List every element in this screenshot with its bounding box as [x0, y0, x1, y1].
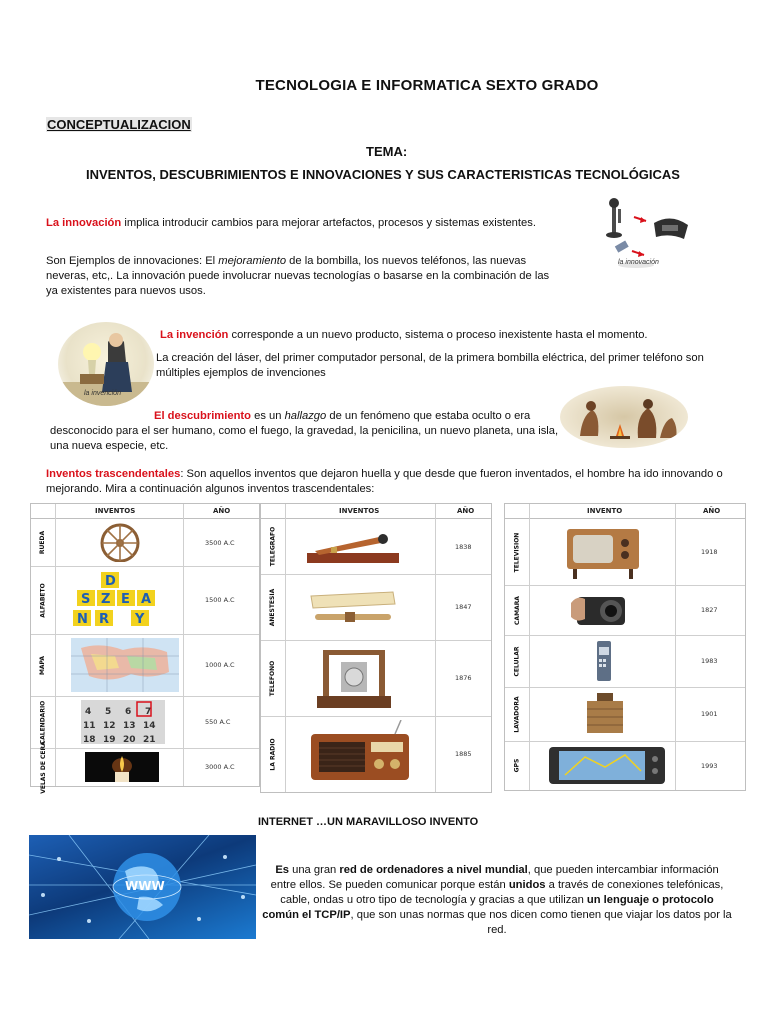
- descubrimiento-term: El descubrimiento: [154, 410, 251, 422]
- invention-name: TELEFONO: [269, 660, 277, 696]
- svg-text:Y: Y: [135, 612, 145, 627]
- internet-t3: a través de conexiones telefónicas, cable, ondas u otro tipo de tecnología y gracias a que utilizan: [280, 879, 724, 906]
- invention-name: TELEVISION: [513, 532, 521, 572]
- svg-text:E: E: [121, 592, 130, 607]
- innovacion-ex-italic: mejoramiento: [218, 255, 287, 267]
- internet-t4: , que son unas normas que nos dicen como tienen que viajar los datos por la red.: [350, 909, 732, 936]
- innovacion-examples: [46, 254, 550, 299]
- svg-text:R: R: [99, 612, 110, 627]
- invention-year: 1838: [455, 542, 472, 551]
- col-header-inventos: INVENTOS: [339, 507, 380, 515]
- internet-es: Es: [275, 864, 289, 876]
- invention-image-caption: la invención: [84, 390, 121, 397]
- invention-year: 1918: [701, 548, 718, 556]
- camera-icon: [567, 589, 639, 631]
- anesthesia-icon: [301, 578, 405, 636]
- invention-name: RUEDA: [39, 530, 47, 555]
- gps-icon: [545, 745, 669, 786]
- trascendentales-intro: [46, 467, 736, 497]
- internet-heading: INTERNET …UN MARAVILLOSO INVENTO: [258, 816, 479, 828]
- svg-text:6: 6: [125, 707, 132, 717]
- internet-t1: una gran: [289, 864, 340, 876]
- svg-text:13: 13: [123, 721, 136, 731]
- svg-text:D: D: [105, 574, 116, 589]
- internet-description: [262, 863, 732, 938]
- svg-text:19: 19: [103, 735, 116, 744]
- invention-year: 1876: [455, 674, 472, 682]
- invention-year: 1827: [701, 606, 718, 614]
- inventor-image: [58, 322, 154, 406]
- candle-icon: [85, 752, 159, 782]
- innovacion-ex-a: Son Ejemplos de innovaciones: El: [46, 255, 219, 267]
- cavemen-fire-image: [560, 386, 688, 448]
- invention-year: 1901: [701, 710, 718, 718]
- invention-name: MAPA: [39, 655, 47, 675]
- table-row: [261, 574, 491, 641]
- table-row: [261, 640, 491, 717]
- descubrimiento-def-b: de un fenómeno que estaba oculto o era desconocido para el ser humano, como el fuego, la gravedad, la penicilina, un nuevo planeta, una isla, una nueva especie, etc.: [50, 410, 559, 452]
- cellphone-icon: [589, 639, 619, 683]
- invention-name: VELAS DE CERA: [39, 740, 47, 794]
- inventions-table-group-3: [504, 503, 746, 791]
- innovation-image-caption: la innovación: [618, 259, 659, 266]
- svg-text:N: N: [77, 612, 88, 627]
- wheel-icon: [77, 523, 163, 562]
- invention-name: TELEGRAFO: [269, 526, 277, 567]
- radio-icon: [305, 720, 415, 788]
- table-row: [31, 740, 259, 794]
- svg-text:14: 14: [143, 721, 156, 731]
- svg-text:7: 7: [145, 707, 152, 717]
- table-row: [31, 696, 259, 749]
- innovation-phones-image: [596, 195, 696, 273]
- svg-text:11: 11: [83, 721, 96, 731]
- inventions-table-group-1: [30, 503, 260, 794]
- invention-year: 1000 A.C: [205, 661, 235, 669]
- inventions-table: [30, 503, 746, 793]
- col-header-ano: AÑO: [703, 507, 721, 515]
- col-header-invento: INVENTO: [587, 507, 623, 515]
- svg-text:S: S: [81, 592, 91, 607]
- table-row: [261, 716, 491, 792]
- svg-text:A: A: [141, 592, 152, 607]
- internet-b3: un lenguaje o protocolo común el TCP/IP: [262, 894, 714, 921]
- invencion-examples: La creación del láser, del primer computador personal, de la primera bombilla eléctrica, del primer teléfono son múltiples ejemplos de invenciones: [156, 352, 704, 379]
- table-row: [505, 687, 745, 742]
- invention-name: CELULAR: [513, 645, 521, 677]
- innovacion-term: La innovación: [46, 217, 122, 229]
- table-header: [505, 504, 745, 519]
- invention-year: 3500 A.C: [205, 538, 235, 547]
- invention-name: GPS: [513, 758, 521, 773]
- television-icon: [561, 523, 645, 581]
- invencion-def: corresponde a un nuevo producto, sistema o proceso inexistente hasta el momento.: [228, 329, 648, 341]
- invention-year: 550 A.C: [205, 718, 231, 726]
- innovacion-ex-b: de la bombilla, los nuevos teléfonos, las nuevas neveras, etc,. La innovación puede involucrar nuevas tecnologías o basarse en la combinación de las ya existentes para nuevos usos.: [46, 255, 550, 297]
- invention-name: CALENDARIO: [39, 700, 47, 744]
- calendar-icon: [81, 700, 165, 744]
- invention-year: 1847: [455, 603, 472, 611]
- invention-year: 1500 A.C: [205, 596, 235, 604]
- tema-label: TEMA:: [366, 144, 408, 159]
- invention-name: ALFABETO: [39, 582, 47, 618]
- svg-text:5: 5: [105, 707, 112, 717]
- table-row: [31, 634, 259, 697]
- invention-name: LA RADIO: [269, 737, 277, 771]
- descubrimiento-def-a: es un: [250, 410, 285, 422]
- invention-year: 1983: [701, 657, 718, 665]
- invention-name: LAVADORA: [513, 695, 521, 733]
- svg-text:18: 18: [83, 735, 96, 744]
- col-header-ano: AÑO: [213, 507, 231, 515]
- invention-year: 1993: [701, 761, 718, 770]
- trascendentales-text: : Son aquellos inventos que dejaron huella y que desde que fueron inventados, el hombre ha ido innovando o mejorando. Mira a continuación algunos inventos trascendentales:: [46, 468, 723, 495]
- table-row: [505, 519, 745, 586]
- invencion-term: La invención: [160, 329, 229, 341]
- table-row: [505, 585, 745, 636]
- table-header: [31, 504, 259, 519]
- invention-name: CAMARA: [513, 595, 521, 625]
- map-icon: [71, 638, 179, 692]
- section-heading: CONCEPTUALIZACION: [47, 117, 191, 132]
- topic-subtitle: INVENTOS, DESCUBRIMIENTOS E INNOVACIONES Y SUS CARACTERISTICAS TECNOLÓGICAS: [86, 167, 680, 182]
- www-label: WWW: [125, 879, 165, 893]
- internet-b1: red de ordenadores a nivel mundial: [339, 864, 528, 876]
- svg-text:12: 12: [103, 721, 116, 731]
- innovacion-def: implica introducir cambios para mejorar artefactos, procesos y sistemas existentes.: [121, 217, 536, 229]
- invention-name: ANESTESIA: [269, 588, 277, 626]
- descubrimiento-definition: [50, 409, 560, 454]
- alphabet-blocks-icon: [71, 570, 171, 630]
- svg-text:Z: Z: [101, 592, 111, 607]
- table-row: [31, 519, 259, 567]
- internet-t2: , que pueden intercambiar información entre ellos. Se pueden comunicar porque están: [270, 864, 719, 891]
- invencion-definition: [160, 328, 720, 343]
- internet-b2: unidos: [508, 879, 546, 891]
- table-row: [505, 635, 745, 688]
- innovacion-definition: [46, 216, 566, 231]
- svg-text:4: 4: [85, 707, 92, 717]
- table-row: [261, 519, 491, 575]
- col-header-inventos: INVENTOS: [95, 507, 136, 515]
- page-title: TECNOLOGIA E INFORMATICA SEXTO GRADO: [255, 77, 599, 94]
- invention-year: 3000 A.C: [205, 763, 235, 771]
- washing-machine-icon: [575, 691, 635, 737]
- table-row: [31, 566, 259, 635]
- trascendentales-term: Inventos trascendentales: [46, 468, 181, 480]
- internet-globe-image: [29, 835, 256, 939]
- svg-text:21: 21: [143, 735, 156, 744]
- col-header-ano: AÑO: [457, 507, 475, 515]
- inventions-table-group-2: [260, 503, 492, 793]
- telephone-icon: [307, 644, 401, 712]
- svg-text:20: 20: [123, 735, 136, 744]
- descubrimiento-def-italic: hallazgo: [284, 410, 327, 422]
- table-header: [261, 504, 491, 519]
- telegraph-icon: [301, 523, 405, 570]
- table-row: [505, 741, 745, 790]
- invention-year: 1885: [455, 750, 472, 758]
